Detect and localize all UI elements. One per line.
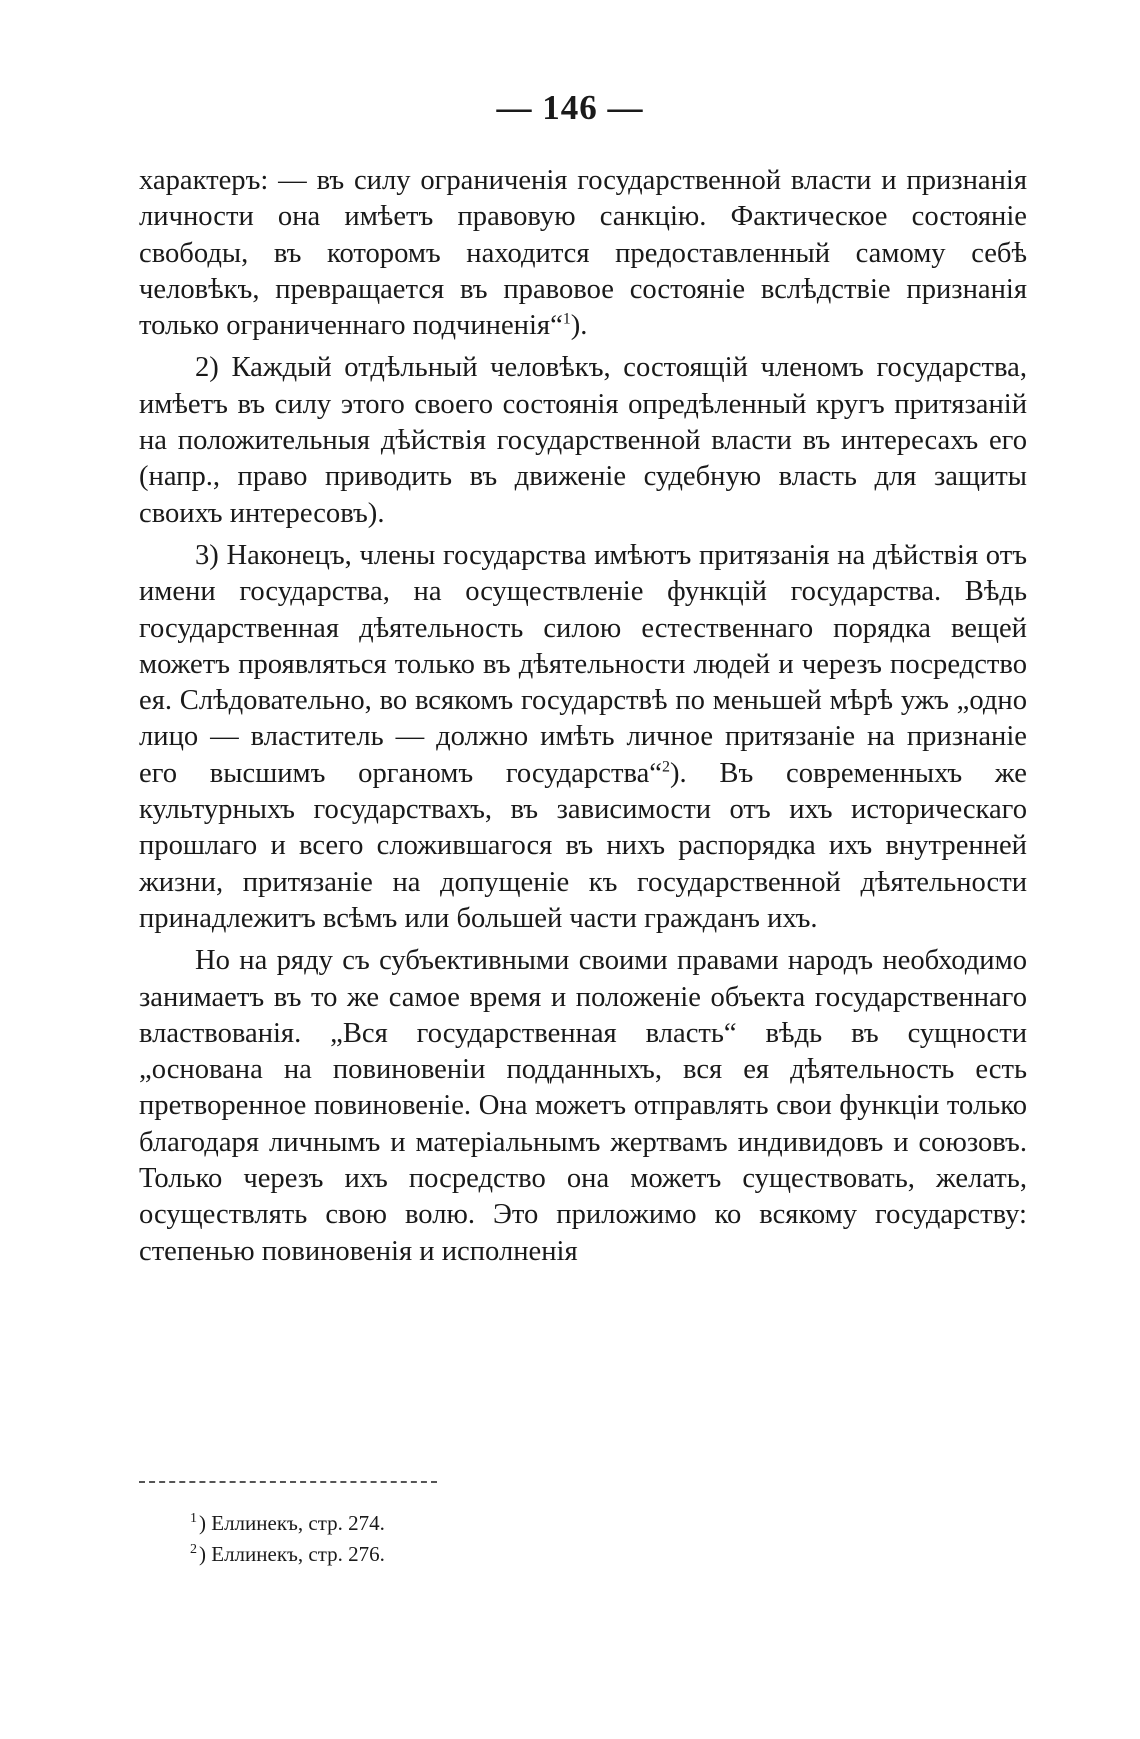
footnote-2-close: ) [199, 1542, 206, 1566]
paragraph-1-tail: ). [570, 310, 588, 342]
body-text [139, 163, 1027, 1276]
footnote-2-text: Еллинекъ, стр. 276. [211, 1542, 385, 1566]
footnote-1-mark: 1 [190, 1511, 197, 1526]
footnote-1-close: ) [199, 1511, 206, 1535]
footnote-1 [190, 1508, 385, 1539]
paragraph-4 [139, 943, 1027, 1270]
paragraph-2-text: 2) Каждый отдѣльный человѣкъ, состоящій членомъ государства, имѣетъ въ силу этого своего состоянія опредѣленный кругъ притязаній на положительныя дѣйствія государственной власти въ интересахъ его (напр., право приводить въ движеніе судебную власть для защиты своихъ интересовъ). [139, 352, 1027, 529]
page-number: — 146 — [496, 88, 644, 127]
paragraph-3 [139, 538, 1027, 937]
footnote-2-mark: 2 [190, 1542, 197, 1557]
paragraph-2 [139, 350, 1027, 531]
paragraph-3-tail: ). Въ современныхъ же культурныхъ государствахъ, въ зависимости отъ ихъ историческаго прошлаго и всего сложившагося въ нихъ распорядка ихъ внутренней жизни, притязаніе на допущеніе къ государственной дѣятельности принадлежитъ всѣмъ или большей части гражданъ ихъ. [139, 757, 1027, 934]
paragraph-1-text: характеръ: — въ силу ограниченія государственной власти и признанія личности она имѣетъ правовую санкцію. Фактическое состояніе свободы, въ которомъ находится предоставленный самому себѣ человѣкъ, превращается въ правовое состояніе вслѣдствіе признанія только ограниченнаго подчиненія“ [139, 165, 1027, 342]
footnote-divider [139, 1481, 437, 1483]
footnote-2 [190, 1539, 385, 1570]
paragraph-1 [139, 163, 1027, 344]
footnote-1-text: Еллинекъ, стр. 274. [211, 1511, 385, 1535]
footnote-ref-2: 2 [661, 758, 670, 776]
paragraph-4-text: Но на ряду съ субъективными своими правами народъ необходимо занимаетъ въ то же самое время и положеніе объекта государственнаго властвованія. „Вся государственная власть“ вѣдь въ сущности „основана на повиновеніи подданныхъ, вся ея дѣятельность есть претворенное повиновеніе. Она можетъ отправлять свои функціи только благодаря личнымъ и матеріальнымъ жертвамъ индивидовъ и союзовъ. Только черезъ ихъ посредство она можетъ существовать, желать, осуществлять свою волю. Это приложимо ко всякому государству: степенью повиновенія и исполненія [139, 945, 1027, 1267]
paragraph-3-text: 3) Наконецъ, члены государства имѣютъ притязанія на дѣйствія отъ имени государства, на осуществленіе функцій государства. Вѣдь государственная дѣятельность силою естественнаго порядка вещей можетъ проявляться только въ дѣятельности людей и черезъ посредство ея. Слѣдовательно, во всякомъ государствѣ по меньшей мѣрѣ ужъ „одно лицо — властитель — должно имѣть личное притязаніе на признаніе его высшимъ органомъ государства“ [139, 539, 1027, 789]
footnote-ref-1: 1 [562, 310, 571, 328]
footnotes [190, 1508, 385, 1570]
